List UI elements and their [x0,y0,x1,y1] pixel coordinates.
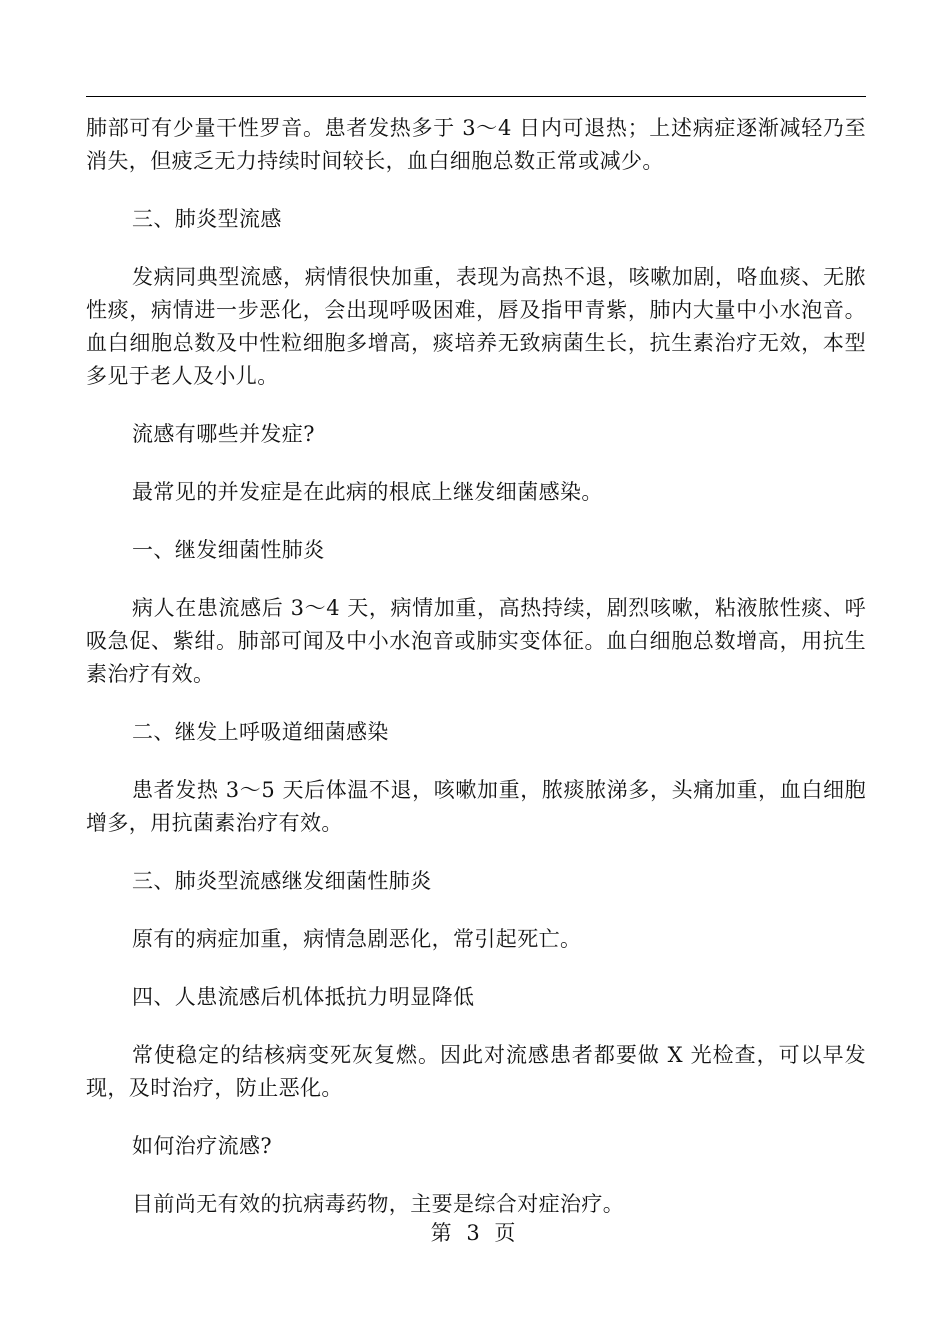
paragraph-pneumonia-secondary: 原有的病症加重，病情急剧恶化，常引起死亡。 [132,927,582,951]
section-heading-immunity: 四、人患流感后机体抵抗力明显降低 [132,985,475,1009]
section-heading-bacterial-pneumonia: 一、继发细菌性肺炎 [132,538,325,562]
section-heading-upper-respiratory: 二、继发上呼吸道细菌感染 [132,720,389,744]
section-heading-pneumonia-type: 三、肺炎型流感 [132,207,282,231]
header-rule [86,96,866,97]
section-heading-pneumonia-secondary: 三、肺炎型流感继发细菌性肺炎 [132,869,432,893]
question-complications: 流感有哪些并发症? [132,422,315,446]
paragraph-bacterial-pneumonia: 病人在患流感后 3～4 天，病情加重，高热持续，剧烈咳嗽，粘液脓性痰、呼吸急促、紫绀。肺部可闻及中小水泡音或肺实变体征。血白细胞总数增高，用抗生素治疗有效。 [86,596,866,686]
document-body [86,112,866,1246]
paragraph-upper-respiratory: 患者发热 3～5 天后体温不退，咳嗽加重，脓痰脓涕多，头痛加重，血白细胞增多，用抗菌素治疗有效。 [86,778,866,835]
paragraph-continuation: 肺部可有少量干性罗音。患者发热多于 3～4 日内可退热；上述病症逐渐减轻乃至消失，但疲乏无力持续时间较长，血白细胞总数正常或减少。 [86,116,866,173]
paragraph-pneumonia-type: 发病同典型流感，病情很快加重，表现为高热不退，咳嗽加剧，咯血痰、无脓性痰，病情进一步恶化，会出现呼吸困难，唇及指甲青紫，肺内大量中小水泡音。血白细胞总数及中性粒细胞多增高，痰培养无致病菌生长，抗生素治疗无效，本型多见于老人及小儿。 [86,265,866,388]
paragraph-immunity: 常使稳定的结核病变死灰复燃。因此对流感患者都要做 X 光检查，可以早发现，及时治疗，防止恶化。 [86,1043,866,1100]
paragraph-complications-intro: 最常见的并发症是在此病的根底上继发细菌感染。 [132,480,603,504]
question-treatment: 如何治疗流感? [132,1134,273,1158]
paragraph-treatment: 目前尚无有效的抗病毒药物，主要是综合对症治疗。 [132,1192,625,1216]
page-number: 第 3 页 [430,1221,520,1245]
